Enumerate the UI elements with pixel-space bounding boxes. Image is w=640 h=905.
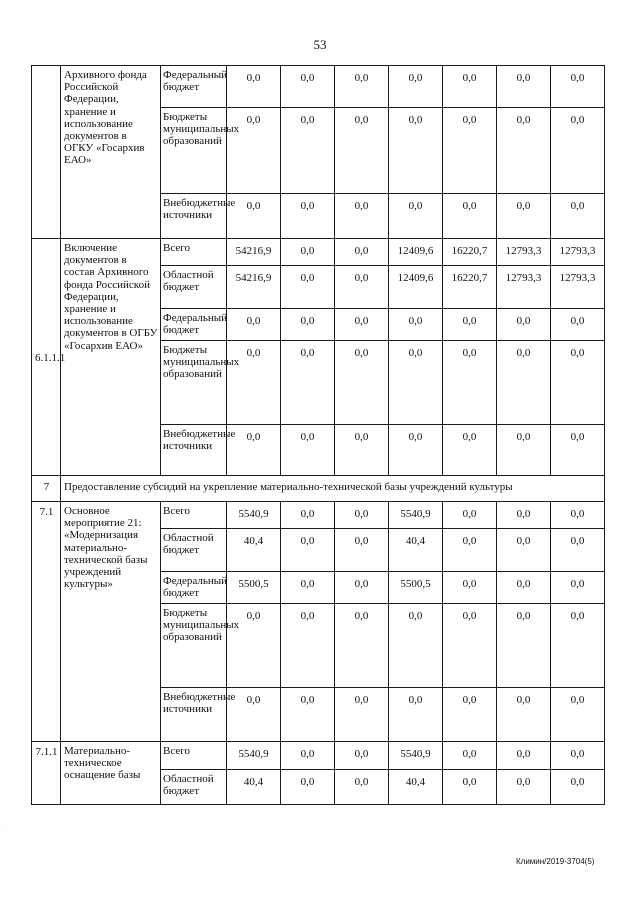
amount-cell: 0,0 — [335, 266, 389, 309]
funding-table — [31, 65, 605, 805]
amount-cell: 40,4 — [389, 770, 443, 805]
amount-cell: 0,0 — [281, 742, 335, 770]
amount-cell: 0,0 — [551, 742, 605, 770]
row-index-cell: 6.1.1.1 — [32, 239, 61, 476]
amount-cell: 0,0 — [335, 309, 389, 341]
amount-cell: 40,4 — [227, 770, 281, 805]
funding-source-cell: Всего — [161, 239, 227, 266]
amount-cell: 0,0 — [227, 194, 281, 239]
amount-cell: 0,0 — [281, 266, 335, 309]
section-title-cell: Предоставление субсидий на укрепление материально-технической базы учреждений культуры — [61, 476, 605, 502]
amount-cell: 0,0 — [281, 341, 335, 425]
amount-cell: 0,0 — [227, 425, 281, 476]
funding-source-cell: Всего — [161, 742, 227, 770]
amount-cell: 54216,9 — [227, 239, 281, 266]
amount-cell: 0,0 — [497, 572, 551, 604]
funding-source-cell: Всего — [161, 502, 227, 529]
amount-cell: 0,0 — [281, 108, 335, 194]
amount-cell: 5540,9 — [227, 742, 281, 770]
amount-cell: 0,0 — [443, 688, 497, 742]
amount-cell: 0,0 — [389, 194, 443, 239]
amount-cell: 0,0 — [335, 425, 389, 476]
amount-cell: 0,0 — [497, 604, 551, 688]
amount-cell: 0,0 — [335, 604, 389, 688]
amount-cell: 0,0 — [389, 108, 443, 194]
amount-cell: 5500,5 — [389, 572, 443, 604]
amount-cell: 0,0 — [443, 502, 497, 529]
amount-cell: 0,0 — [389, 341, 443, 425]
amount-cell: 0,0 — [497, 425, 551, 476]
table-row — [32, 502, 605, 529]
amount-cell: 0,0 — [443, 194, 497, 239]
funding-source-cell: Внебюджетные источники — [161, 425, 227, 476]
amount-cell: 16220,7 — [443, 266, 497, 309]
amount-cell: 0,0 — [281, 502, 335, 529]
funding-source-cell: Внебюджетные источники — [161, 688, 227, 742]
funding-source-cell: Областной бюджет — [161, 529, 227, 572]
amount-cell: 0,0 — [227, 309, 281, 341]
amount-cell: 0,0 — [497, 529, 551, 572]
funding-source-cell: Областной бюджет — [161, 266, 227, 309]
activity-name-cell: Материально-техническое оснащение базы — [61, 742, 161, 805]
amount-cell: 0,0 — [281, 425, 335, 476]
amount-cell: 0,0 — [389, 425, 443, 476]
amount-cell: 0,0 — [551, 770, 605, 805]
amount-cell: 0,0 — [497, 309, 551, 341]
amount-cell: 0,0 — [497, 770, 551, 805]
amount-cell: 0,0 — [281, 194, 335, 239]
activity-name-cell: Основное мероприятие 21: «Модернизация материально-технической базы учреждений культуры» — [61, 502, 161, 742]
amount-cell: 16220,7 — [443, 239, 497, 266]
amount-cell: 0,0 — [335, 742, 389, 770]
amount-cell: 0,0 — [497, 742, 551, 770]
amount-cell: 0,0 — [497, 108, 551, 194]
amount-cell: 0,0 — [443, 66, 497, 108]
amount-cell: 0,0 — [227, 604, 281, 688]
amount-cell: 0,0 — [443, 770, 497, 805]
amount-cell: 0,0 — [281, 529, 335, 572]
amount-cell: 0,0 — [281, 66, 335, 108]
amount-cell: 0,0 — [227, 108, 281, 194]
amount-cell: 5540,9 — [389, 502, 443, 529]
amount-cell: 0,0 — [389, 309, 443, 341]
amount-cell: 0,0 — [497, 66, 551, 108]
amount-cell: 0,0 — [335, 239, 389, 266]
activity-name-cell: Архивного фонда Российской Федерации, хранение и использование документов в ОГКУ «Госархив ЕАО» — [61, 66, 161, 239]
amount-cell: 0,0 — [335, 529, 389, 572]
funding-source-cell: Федеральный бюджет — [161, 309, 227, 341]
amount-cell: 0,0 — [443, 341, 497, 425]
funding-source-cell: Областной бюджет — [161, 770, 227, 805]
footer-code: Климин/2019-3704(5) — [516, 857, 595, 866]
amount-cell: 0,0 — [227, 66, 281, 108]
row-index-cell: 7.1.1 — [32, 742, 61, 805]
amount-cell: 0,0 — [281, 309, 335, 341]
amount-cell: 0,0 — [389, 66, 443, 108]
amount-cell: 0,0 — [551, 604, 605, 688]
amount-cell: 0,0 — [497, 341, 551, 425]
amount-cell: 0,0 — [335, 502, 389, 529]
amount-cell: 40,4 — [389, 529, 443, 572]
amount-cell: 0,0 — [227, 688, 281, 742]
amount-cell: 0,0 — [551, 194, 605, 239]
margin-mark: · — [5, 828, 7, 834]
amount-cell: 0,0 — [335, 770, 389, 805]
amount-cell: 0,0 — [389, 688, 443, 742]
row-index-cell: 7.1 — [32, 502, 61, 742]
page-number: 53 — [313, 37, 327, 52]
amount-cell: 0,0 — [443, 108, 497, 194]
amount-cell: 0,0 — [281, 239, 335, 266]
funding-source-cell: Федеральный бюджет — [161, 572, 227, 604]
amount-cell: 0,0 — [551, 502, 605, 529]
amount-cell: 0,0 — [443, 604, 497, 688]
amount-cell: 0,0 — [497, 194, 551, 239]
amount-cell: 0,0 — [551, 572, 605, 604]
funding-table-body — [32, 66, 605, 805]
table-row — [32, 742, 605, 770]
amount-cell: 0,0 — [335, 341, 389, 425]
amount-cell: 0,0 — [335, 194, 389, 239]
amount-cell: 12793,3 — [551, 266, 605, 309]
amount-cell: 0,0 — [281, 572, 335, 604]
amount-cell: 0,0 — [227, 341, 281, 425]
amount-cell: 12409,6 — [389, 266, 443, 309]
amount-cell: 0,0 — [551, 341, 605, 425]
section-index-cell: 7 — [32, 476, 61, 502]
amount-cell: 0,0 — [443, 309, 497, 341]
amount-cell: 54216,9 — [227, 266, 281, 309]
funding-source-cell: Бюджеты муниципальных образований — [161, 604, 227, 688]
amount-cell: 0,0 — [551, 529, 605, 572]
amount-cell: 12793,3 — [497, 239, 551, 266]
amount-cell: 0,0 — [335, 572, 389, 604]
row-index-cell — [32, 66, 61, 239]
section-header-row — [32, 476, 605, 502]
amount-cell: 0,0 — [443, 572, 497, 604]
amount-cell: 0,0 — [335, 66, 389, 108]
amount-cell: 0,0 — [551, 108, 605, 194]
amount-cell: 12409,6 — [389, 239, 443, 266]
amount-cell: 0,0 — [335, 108, 389, 194]
amount-cell: 0,0 — [497, 688, 551, 742]
amount-cell: 0,0 — [281, 770, 335, 805]
amount-cell: 0,0 — [551, 66, 605, 108]
amount-cell: 0,0 — [551, 425, 605, 476]
amount-cell: 0,0 — [551, 309, 605, 341]
funding-source-cell: Бюджеты муниципальных образований — [161, 341, 227, 425]
amount-cell: 0,0 — [335, 688, 389, 742]
amount-cell: 5500,5 — [227, 572, 281, 604]
funding-source-cell: Бюджеты муниципальных образований — [161, 108, 227, 194]
amount-cell: 0,0 — [443, 425, 497, 476]
activity-name-cell: Включение документов в состав Архивного фонда Российской Федерации, хранение и использование документов в ОГБУ «Госархив ЕАО» — [61, 239, 161, 476]
amount-cell: 0,0 — [281, 688, 335, 742]
amount-cell: 40,4 — [227, 529, 281, 572]
amount-cell: 0,0 — [443, 742, 497, 770]
amount-cell: 0,0 — [497, 502, 551, 529]
amount-cell: 5540,9 — [227, 502, 281, 529]
funding-source-cell: Федеральный бюджет — [161, 66, 227, 108]
amount-cell: 12793,3 — [497, 266, 551, 309]
amount-cell: 0,0 — [389, 604, 443, 688]
amount-cell: 5540,9 — [389, 742, 443, 770]
amount-cell: 12793,3 — [551, 239, 605, 266]
amount-cell: 0,0 — [551, 688, 605, 742]
table-row — [32, 66, 605, 108]
table-row — [32, 239, 605, 266]
amount-cell: 0,0 — [281, 604, 335, 688]
amount-cell: 0,0 — [443, 529, 497, 572]
funding-source-cell: Внебюджетные источники — [161, 194, 227, 239]
